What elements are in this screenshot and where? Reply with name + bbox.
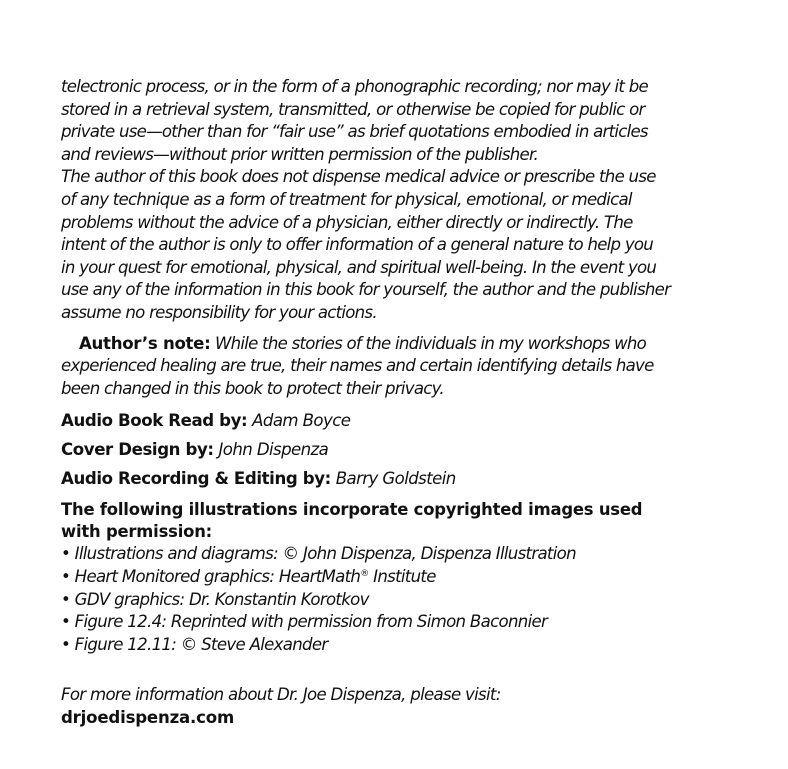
list-item-text: Figure 12.11: © Steve Alexander <box>74 634 328 654</box>
bullet-icon: • <box>61 566 71 586</box>
list-item <box>61 589 671 612</box>
credit-cover-design <box>61 440 671 459</box>
disclaimer-paragraph: The author of this book does not dispense medical advice or prescribe the use of any technique as a form of treatment for physical, emotional, or medical problems without the advice of a physician, either directly or indirectly. The intent of the author is only to offer information of a general nature to help you in your quest for emotional, physical, and spiritual well-being. In the event you use any of the information in this book for yourself, the author and the publisher assume no responsibility for your actions. <box>61 167 671 322</box>
credit-value: Adam Boyce <box>252 411 351 431</box>
rights-paragraph: telectronic process, or in the form of a phonographic recording; nor may it be stored in a retrieval system, transmitted, or otherwise be copied for public or private use—other than for “fair use” as brief quotations embodied in articles and reviews—without prior written permission of the publisher. <box>61 77 648 164</box>
credit-audio-recording <box>61 469 671 488</box>
list-item <box>61 566 671 589</box>
list-item <box>61 634 671 657</box>
list-item-text: GDV graphics: Dr. Konstantin Korotkov <box>74 589 369 609</box>
credit-label: Audio Book Read by: <box>61 411 248 431</box>
registered-mark: ® <box>360 568 369 579</box>
authors-note-text: While the stories of the individuals in my workshops who experienced healing are true, their names and certain identifying details have been changed in this book to protect their privacy. <box>61 333 654 398</box>
bullet-icon: • <box>61 589 71 609</box>
list-item <box>61 543 671 566</box>
credit-label: Cover Design by: <box>61 440 214 460</box>
credit-label: Audio Recording & Editing by: <box>61 469 331 489</box>
copyright-page <box>61 76 671 729</box>
bullet-icon: • <box>61 634 71 654</box>
illustrations-list <box>61 543 671 656</box>
website-link[interactable]: drjoedispenza.com <box>61 707 235 727</box>
list-item-text: Figure 12.4: Reprinted with permission from Simon Baconnier <box>74 612 548 632</box>
credit-value: John Dispenza <box>218 440 329 460</box>
credit-audio-book-reader <box>61 411 671 430</box>
authors-note <box>61 333 671 401</box>
authors-note-label: Author’s note: <box>79 333 211 353</box>
bullet-icon: • <box>61 544 71 564</box>
list-item-text-after: Institute <box>368 566 436 586</box>
more-info-text: For more information about Dr. Joe Dispenza, please visit: <box>61 685 501 705</box>
illustrations-heading: The following illustrations incorporate copyrighted images used with permission: <box>61 500 643 542</box>
bullet-icon: • <box>61 612 71 632</box>
list-item <box>61 611 671 634</box>
list-item-text: Illustrations and diagrams: © John Dispenza, Dispenza Illustration <box>74 544 576 564</box>
list-item-text: Heart Monitored graphics: HeartMath <box>74 566 361 586</box>
credit-value: Barry Goldstein <box>335 469 456 489</box>
